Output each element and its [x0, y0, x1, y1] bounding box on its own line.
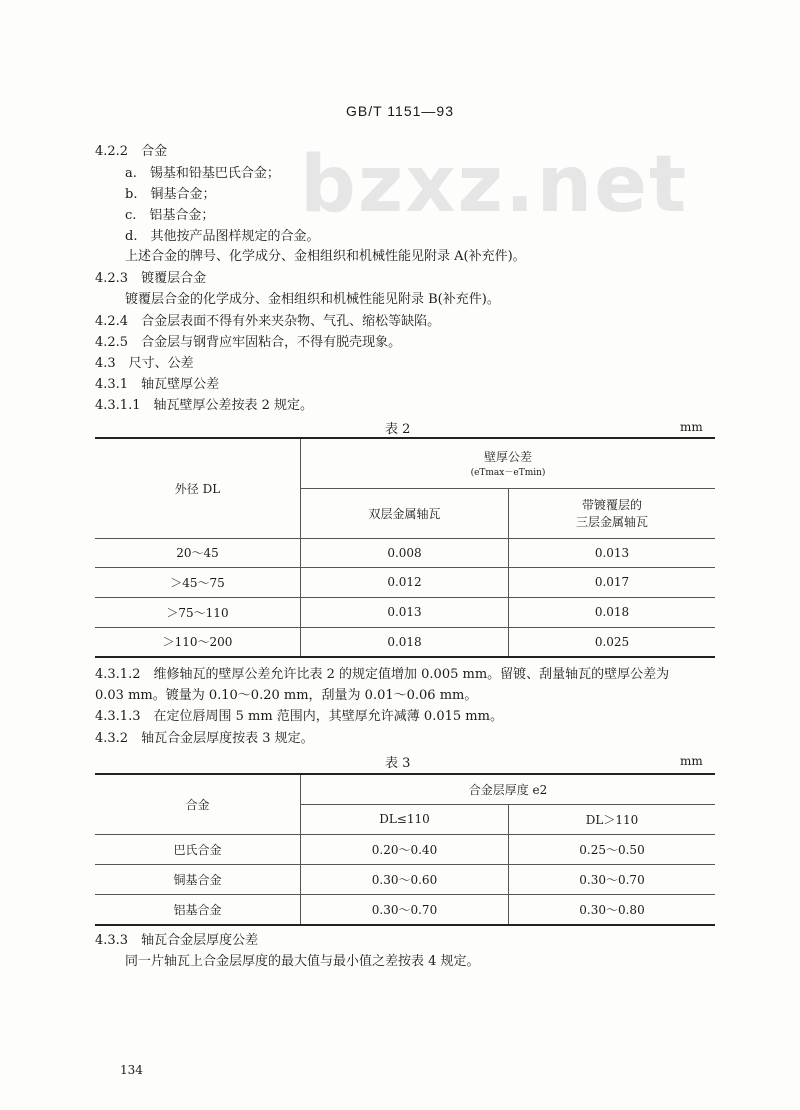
table-row: 20～45 0.008 0.013	[95, 538, 715, 567]
section-4-3-3: 4.3.3 轴瓦合金层厚度公差	[95, 933, 259, 948]
table-row: 铝基合金 0.30～0.70 0.30～0.80	[95, 894, 715, 925]
list-item-d: d. 其他按产品图样规定的合金。	[125, 229, 320, 244]
table2-header-outer-diameter: 外径 DL	[95, 438, 301, 538]
section-4-3-1-2-cont: 0.03 mm。镀量为 0.10～0.20 mm，刮量为 0.01～0.06 mm。	[95, 688, 478, 703]
section-4-3-2: 4.3.2 轴瓦合金层厚度按表 3 规定。	[95, 731, 314, 746]
table2-caption: 表 2	[385, 422, 411, 437]
section-4-3-1-1: 4.3.1.1 轴瓦壁厚公差按表 2 规定。	[95, 398, 314, 413]
section-4-3-1-3: 4.3.1.3 在定位唇周围 5 mm 范围内，其壁厚允许减薄 0.015 mm。	[95, 709, 503, 724]
watermark: bzxz.net	[300, 140, 689, 230]
table-3	[95, 773, 715, 926]
paragraph-appendix-b: 镀覆层合金的化学成分、金相组织和机械性能见附录 B(补充件)。	[125, 292, 500, 307]
list-item-c: c. 铝基合金；	[125, 208, 215, 223]
table3-unit: mm	[680, 754, 703, 768]
table-row: ＞75～110 0.013 0.018	[95, 597, 715, 627]
table2-header-bimetal: 双层金属轴瓦	[301, 488, 509, 538]
list-item-a: a. 锡基和铅基巴氏合金；	[125, 166, 280, 181]
table-2	[95, 437, 715, 658]
table2-header-wall-tolerance: 壁厚公差 (eTmax－eTmin)	[301, 438, 716, 488]
section-4-3: 4.3 尺寸、公差	[95, 356, 194, 371]
page-number: 134	[120, 1063, 143, 1077]
table3-header-large-diameter: DL＞110	[509, 804, 716, 834]
table3-header-layer-thickness: 合金层厚度 e2	[301, 774, 716, 804]
table-row: ＞110～200 0.018 0.025	[95, 627, 715, 657]
table2-unit: mm	[680, 420, 703, 434]
table3-header-alloy: 合金	[95, 774, 301, 834]
table3-header-small-diameter: DL≤110	[301, 804, 509, 834]
section-4-2-3: 4.2.3 镀覆层合金	[95, 271, 207, 286]
paragraph-table-4: 同一片轴瓦上合金层厚度的最大值与最小值之差按表 4 规定。	[125, 954, 480, 969]
paragraph-appendix-a: 上述合金的牌号、化学成分、金相组织和机械性能见附录 A(补充件)。	[125, 249, 526, 264]
list-item-b: b. 铜基合金；	[125, 187, 216, 202]
table3-caption: 表 3	[385, 756, 411, 771]
section-4-2-2: 4.2.2 合金	[95, 144, 168, 159]
page-header: GB/T 1151—93	[346, 103, 454, 119]
table2-header-trimetal: 带镀覆层的 三层金属轴瓦	[509, 488, 716, 538]
table-row: ＞45～75 0.012 0.017	[95, 567, 715, 597]
section-4-3-1: 4.3.1 轴瓦壁厚公差	[95, 377, 220, 392]
table-row: 铜基合金 0.30～0.60 0.30～0.70	[95, 864, 715, 894]
section-4-3-1-2: 4.3.1.2 维修轴瓦的壁厚公差允许比表 2 的规定值增加 0.005 mm。留镀、刮量轴瓦的壁厚公差为	[95, 667, 670, 682]
section-4-2-5: 4.2.5 合金层与钢背应牢固粘合，不得有脱壳现象。	[95, 335, 402, 350]
section-4-2-4: 4.2.4 合金层表面不得有外来夹杂物、气孔、缩松等缺陷。	[95, 314, 441, 329]
table-row: 巴氏合金 0.20～0.40 0.25～0.50	[95, 834, 715, 864]
